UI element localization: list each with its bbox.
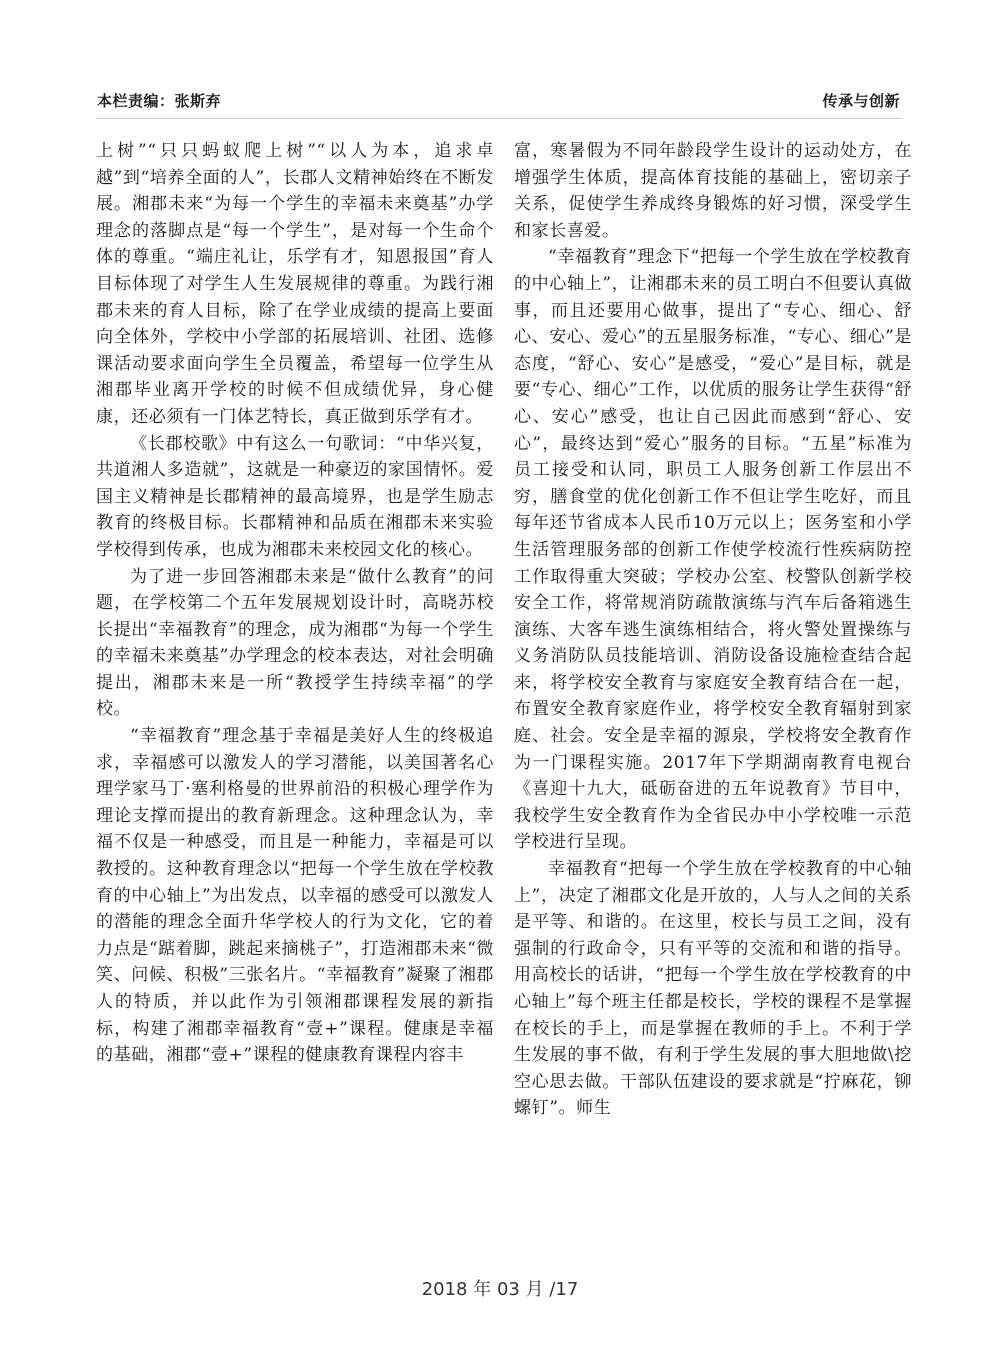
left-column: [96, 138, 494, 1069]
page-footer: 2018 年 03 月 /17: [421, 1279, 579, 1300]
header-divider: [96, 118, 902, 119]
paragraph: 幸福教育“把每一个学生放在学校教育的中心轴上”，决定了湘郡文化是开放的，人与人之间的关系是平等、和谐的。在这里，校长与员工之间，没有强制的行政命令，只有平等的交流和和谐的指导。用高校长的话讲，“把每一个学生放在学校教育的中心轴上”每个班主任都是校长，学校的课程不是掌握在校长的手上，而是掌握在教师的手上。不利于学生发展的事不做，有利于学生发展的事大胆地做\挖空心思去做。干部队伍建设的要求就是“拧麻花，铆螺钉”。师生: [514, 859, 912, 1119]
paragraph: 《长郡校歌》中有这么一句歌词：“中华兴复，共道湘人多造就”，这就是一种豪迈的家国情怀。爱国主义精神是长郡精神的最高境界，也是学生励志教育的终极目标。长郡精神和品质在湘郡未来实验学校得到传承，也成为湘郡未来校园文化的核心。: [96, 433, 494, 560]
paragraph: 上树”“只只蚂蚁爬上树”“以人为本，追求卓越”到“培养全面的人”，长郡人文精神始终在不断发展。湘郡未来“为每一个学生的幸福未来奠基”办学理念的落脚点是“每一个学生”，是对每一个生命个体的尊重。“端庄礼让，乐学有才，知恩报国”育人目标体现了对学生人生发展规律的尊重。为践行湘郡未来的育人目标，除了在学业成绩的提高上要面向全体外，学校中小学部的拓展培训、社团、选修课活动要求面向学生全员覆盖，希望每一位学生从湘郡毕业离开学校的时候不但成绩优异，身心健康，还必须有一门体艺特长，真正做到乐学有才。: [96, 141, 494, 427]
section-editor: 本栏责编：张斯弃: [97, 92, 222, 110]
paragraph: “幸福教育”理念下“把每一个学生放在学校教育的中心轴上”，让湘郡未来的员工明白不但要认真做事，而且还要用心做事，提出了“专心、细心、舒心、安心、爱心”的五星服务标准，“专心、细心”是态度，“舒心、安心”是感受，“爱心”是目标，就是要“专心、细心”工作，以优质的服务让学生获得“舒心、安心”感受，也让自己因此而感到“舒心、安心”，最终达到“爱心”服务的目标。“五星”标准为员工接受和认同，职员工人服务创新工作层出不穷，膳食堂的优化创新工作不但让学生吃好，而且每年还节省成本人民币10万元以上；医务室和小学生活管理服务部的创新工作使学校流行性疾病防控工作取得重大突破；学校办公室、校警队创新学校安全工作，将常规消防疏散演练与汽车后备箱逃生演练、大客车逃生演练相结合，将火警处置操练与义务消防队员技能培训、消防设备设施检查结合起来，将学校安全教育与家庭安全教育结合在一起，布置安全教育家庭作业，将学校安全教育辐射到家庭、社会。安全是幸福的源泉，学校将安全教育作为一门课程实施。2017年下学期湖南教育电视台《喜迎十九大，砥砺奋进的五年说教育》节目中，我校学生安全教育作为全省民办中小学校唯一示范学校进行呈现。: [514, 247, 912, 853]
paragraph: 富，寒暑假为不同年龄段学生设计的运动处方，在增强学生体质，提高体育技能的基础上，密切亲子关系，促使学生养成终身锻炼的好习惯，深受学生和家长喜爱。: [514, 141, 912, 241]
section-title: 传承与创新: [822, 92, 900, 110]
paragraph: 为了进一步回答湘郡未来是“做什么教育”的问题，在学校第二个五年发展规划设计时，高晓苏校长提出“幸福教育”的理念，成为湘郡“为每一个学生的幸福未来奠基”办学理念的校本表达，对社会明确提出，湘郡未来是一所“教授学生持续幸福”的学校。: [96, 566, 494, 720]
paragraph: “幸福教育”理念基于幸福是美好人生的终极追求，幸福感可以激发人的学习潜能，以美国著名心理学家马丁·塞利格曼的世界前沿的积极心理学作为理论支撑而提出的教育新理念。这种理念认为，幸福不仅是一种感受，而且是一种能力，幸福是可以教授的。这种教育理念以“把每一个学生放在学校教育的中心轴上”为出发点，以幸福的感受可以激发人的潜能的理念全面升华学校人的行为文化，它的着力点是“踮着脚，跳起来摘桃子”，打造湘郡未来“微笑、问候、积极”三张名片。“幸福教育”凝聚了湘郡人的特质，并以此作为引领湘郡课程发展的新指标，构建了湘郡幸福教育“壹+”课程。健康是幸福的基础，湘郡“壹+”课程的健康教育课程内容丰: [96, 726, 494, 1066]
right-column: [514, 138, 912, 1122]
